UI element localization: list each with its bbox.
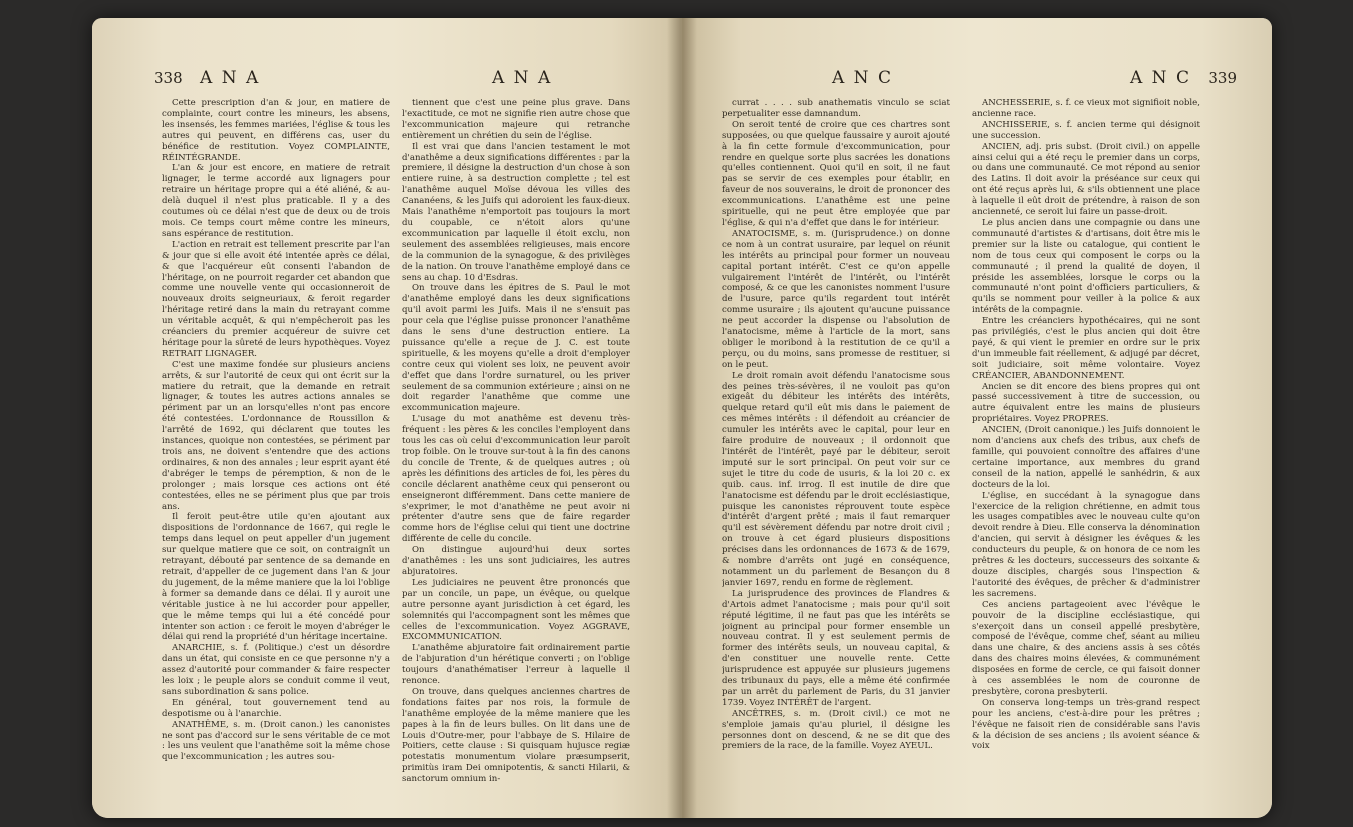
left-column-1: [162, 98, 390, 798]
paragraph: Cette prescription d'an & jour, en matiere de complainte, court contre les mineurs, les absens, les insensés, les femmes mariées, l'église & tous les autres qui peuvent, en différens cas, user du bénéfice de restitution. Voyez COMPLAINTE, RÉINTÉGRANDE.: [162, 98, 390, 163]
paragraph: Ancien se dit encore des biens propres qui ont passé successivement à titre de succession, ou autre équivalent entre les mains de plusieurs propriétaires. Voyez PROPRES.: [972, 381, 1200, 425]
right-page-number: 339: [1208, 69, 1238, 87]
paragraph: L'anathême abjuratoire fait ordinairement partie de l'abjuration d'un hérétique converti ; on l'oblige toujours d'anathématiser l'erreur à laquelle il renonce.: [402, 643, 630, 687]
paragraph: Entre les créanciers hypothécaires, qui ne sont pas privilégiés, c'est le plus ancien qui doit être payé, & qui vient le premier en ordre sur le prix d'un immeuble fait réellement, & adjugé par décret, soit judiciaire, soit même volontaire. Voyez CRÉANCIER, ABANDONNEMENT.: [972, 316, 1200, 381]
paragraph: ANCIEN, adj. pris subst. (Droit civil.) on appelle ainsi celui qui a été reçu le premier dans un corps, ou dans une communauté. Ce mot répond au senior des Latins. Il doit avoir la préséance sur ceux qui ont été reçus après lui, & s'ils obtiennent une place à laquelle il eût droit de prétendre, à raison de son ancienneté, ce seroit lui faire un passe-droit.: [972, 141, 1200, 218]
paragraph: ANCHISSERIE, s. f. ancien terme qui désignoit une succession.: [972, 119, 1200, 141]
paragraph: Le droit romain avoit défendu l'anatocisme sous des peines très-sévères, il ne vouloit pas qu'on exigeât du débiteur les intérêts des intérêts, quelque retard qu'il eût mis dans le paiement de ces mêmes intérêts : il défendoit au créancier de cumuler les intérêts avec le capital, pour leur en faire produire de nouveaux ; il ordonnoit que l'intérêt de l'intérêt, payé par le débiteur, seroit imputé sur le sort principal. On peut voir sur ce sujet le titre du code de usuris, & la loi 20 c. ex quib. caus. inf. irrog. Il est inutile de dire que l'anatocisme est défendu par le droit ecclésiastique, puisque les canonistes réprouvent toute espèce d'intérêt d'argent prêté ; mais il faut remarquer qu'il est sévèrement défendu par notre droit civil ; on trouve à cet égard plusieurs dispositions précises dans les ordonnances de 1673 & de 1679, & nombre d'arrêts ont jugé en conséquence, notamment un du parlement de Besançon du 8 janvier 1697, rendu en forme de règlement.: [722, 370, 950, 588]
paragraph: tiennent que c'est une peine plus grave. Dans l'exactitude, ce mot ne signifie rien autre chose que l'excommunication majeure qui retranche entièrement un chrétien du sein de l'église.: [402, 98, 630, 141]
paragraph: Il est vrai que dans l'ancien testament le mot d'anathême a deux significations différentes : par la premiere, il désigne la destruction d'un chose à son entiere ruine, à sa destruction complette ; tel est l'anathême auquel Moïse dévoua les villes des Cananéens, & les Juifs qui adoroient les faux-dieux. Mais l'anathême n'emportoit pas toujours la mort du coupable, ce n'étoit alors qu'une excommunication par laquelle il étoit exclu, non seulement des assemblées religieuses, mais encore de la communion de la synagogue, & des privilèges de la nation. On trouve l'anathême employé dans ce sens au chap. 10 d'Esdras.: [402, 141, 630, 283]
paragraph: ANCÊTRES, s. m. (Droit civil.) ce mot ne s'emploie jamais qu'au pluriel, il désigne les personnes dont on descend, & ne se dit que des premiers de la race, de la famille. Voyez AYEUL.: [722, 708, 950, 752]
left-page-header: [154, 68, 260, 88]
paragraph: ANCHESSERIE, s. f. ce vieux mot signifioit noble, ancienne race.: [972, 98, 1200, 119]
paragraph: ANCIEN, (Droit canonique.) les Juifs donnoient le nom d'anciens aux chefs des tribus, aux chefs de famille, qui pouvoient connoître des affaires d'une certaine importance, aux membres du grand conseil de la nation, appellé le sanhédrin, & aux docteurs de la loi.: [972, 425, 1200, 490]
left-header-center: A N A: [492, 68, 553, 88]
open-book: [92, 18, 1272, 818]
paragraph: ANATOCISME, s. m. (Jurisprudence.) on donne ce nom à un contrat usuraire, par lequel on réunit les intérêts au principal pour former un nouveau capital portant intérêt. C'est ce qu'on appelle vulgairement l'intérêt de l'intérêt, ou l'intérêt composé, & ce que les canonistes nomment l'usure de l'usure, parce qu'ils regardent tout intérêt comme usuraire ; ils ajoutent qu'aucune puissance ne peut accorder la dispense ou l'absolution de l'anatocisme, même à l'article de la mort, sans obliger le moribond à la restitution de ce qu'il a perçu, ou du moins, sans promesse de restituer, si on le peut.: [722, 228, 950, 370]
left-column-2: [402, 98, 630, 798]
paragraph: L'usage du mot anathême est devenu très-fréquent : les pères & les conciles l'employent dans tous les cas où celui d'excommunication leur paroît trop foible. On le trouve sur-tout à la fin des canons du concile de Trente, & de quelques autres ; où après les définitions des articles de foi, les pères du concile déclarent anathême ceux qui penseront ou enseigneront différemment. Dans cette maniere de s'exprimer, le mot d'anathême ne peut avoir ni prétenter d'autre sens que de faire regarder comme hors de l'église celui qui tient une doctrine différente de celle du concile.: [402, 414, 630, 545]
paragraph: currat . . . . sub anathematis vinculo se sciat perpetualiter esse damnandum.: [722, 98, 950, 119]
paragraph: ANARCHIE, s. f. (Politique.) c'est un désordre dans un état, qui consiste en ce que personne n'y a assez d'autorité pour commander & faire respecter les loix ; le peuple alors se conduit comme il veut, sans subordination & sans police.: [162, 643, 390, 697]
right-column-2: [972, 98, 1200, 798]
paragraph: Les judiciaires ne peuvent être prononcés que par un concile, un pape, un évêque, ou quelque autre personne ayant jurisdiction à cet égard, les solemnités qui l'accompagnent sont les mêmes que celles de l'excommunication. Voyez AGGRAVE, EXCOMMUNICATION.: [402, 577, 630, 643]
paragraph: C'est une maxime fondée sur plusieurs anciens arrêts, & sur l'autorité de ceux qui ont écrit sur la matiere du retrait, que la demande en retrait lignager, & toutes les autres actions annales se périment par un an lorsqu'elles n'ont pas encore été contestées. L'ordonnance de Roussillon & l'arrêté de 1692, qui déclarent que toutes les instances, quoique non contestées, se périment par trois ans, ne doivent s'entendre que des actions ordinaires, & non des annales ; leur esprit ayant été d'abréger le temps de péremption, & non de le prolonger ; mais lorsque ces actions ont été contestées, elles ne se périment plus que par trois ans.: [162, 359, 390, 512]
paragraph: On distingue aujourd'hui deux sortes d'anathêmes : les uns sont judiciaires, les autres abjuratoires.: [402, 545, 630, 577]
paragraph: Le plus ancien dans une compagnie ou dans une communauté d'artistes & d'artisans, doit être mis le premier sur la liste ou catalogue, qui contient le nom de tous ceux qui composent le corps ou la communauté ; il prend la qualité de doyen, il préside les assemblées, lorsque le corps ou la communauté n'ont point d'officiers particuliers, & qu'ils se nomment pour veiller à la police & aux intérêts de la compagnie.: [972, 217, 1200, 316]
right-header-left: A N C: [832, 68, 893, 88]
paragraph: Il feroit peut-être utile qu'en ajoutant aux dispositions de l'ordonnance de 1667, qui regle le temps dans lequel on peut appeller d'un jugement sur quelque matiere que ce soit, on contraignît un retrayant, débouté par sentence de sa demande en retrait, d'appeller de ce jugement dans l'an & jour du jugement, de la même maniere que la loi l'oblige à former sa demande dans ce délai. Il y auroit une véritable justice à ne lui accorder pour appeller, que le même temps qui lui a été concédé pour intenter son action : ce feroit le moyen d'abréger le délai qui rend la propriété d'un héritage incertaine.: [162, 512, 390, 643]
left-page: [92, 18, 682, 818]
paragraph: L'action en retrait est tellement prescrite par l'an & jour que si elle avoit été intentée après ce délai, & que l'acquéreur eût consenti l'abandon de l'héritage, on ne pourroit regarder cet abandon que comme une nouvelle vente qui occasionneroit de nouveaux droits seigneuriaux, & feroit regarder l'héritage retiré dans la main du retrayant comme un véritable acquêt, & qui n'empêcheroit pas les créanciers du premier acquéreur de suivre cet héritage pour la sûreté de leurs hypothèques. Voyez RETRAIT LIGNAGER.: [162, 239, 390, 359]
book-gutter: [667, 18, 697, 818]
paragraph: La jurisprudence des provinces de Flandres & d'Artois admet l'anatocisme ; mais pour qu'il soit réputé légitime, il ne faut pas que les intérêts se joignent au principal pour former ensemble un nouveau contrat. Il y est seulement permis de former des intérêts seuls, un nouveau capital, & d'en constituer une nouvelle rente. Cette jurisprudence est appuyée sur plusieurs jugemens des tribunaux du pays, elle a même été confirmée par un arrêt du parlement de Paris, du 31 janvier 1739. Voyez INTÉRÊT de l'argent.: [722, 588, 950, 708]
right-page: [682, 18, 1272, 818]
paragraph: L'église, en succédant à la synagogue dans l'exercice de la religion chrétienne, en admit tous les usages compatibles avec le nouveau culte qu'on devoit rendre à Dieu. Elle conserva la dénomination d'ancien, qui servit à désigner les évêques & les conducteurs du peuple, & on honora de ce nom les prêtres & les docteurs, successeurs des soixante & douze disciples, chargés sous l'inspection & l'autorité des évêques, de prêcher & d'administrer les sacremens.: [972, 490, 1200, 599]
paragraph: ANATHÊME, s. m. (Droit canon.) les canonistes ne sont pas d'accord sur le sens véritable de ce mot : les uns veulent que l'anathême soit la même chose que l'excommunication ; les autres sou-: [162, 719, 390, 763]
right-page-header: [1130, 68, 1237, 88]
paragraph: On conserva long-temps un très-grand respect pour les anciens, c'est-à-dire pour les prêtres ; l'évêque ne faisoit rien de considérable sans l'avis & la décision de ses anciens ; ils avoient séance & voix: [972, 697, 1200, 752]
paragraph: On seroit tenté de croire que ces chartres sont supposées, ou que quelque faussaire y auroit ajouté à la fin cette formule d'excommunication, pour rendre en quelque sorte plus sacrées les donations qu'elles contiennent. Quoi qu'il en soit, il ne faut pas se servir de ces exemples pour établir, en faveur de nos souverains, le droit de prononcer des excommunications. L'anathême est une peine spirituelle, qui ne peut être employée que par l'église, & qui n'a d'effet que dans le for intérieur.: [722, 119, 950, 228]
left-page-number: 338: [154, 69, 183, 87]
right-header-word: A N C: [1130, 68, 1191, 88]
right-column-1: [722, 98, 950, 798]
left-header-word: A N A: [200, 68, 261, 88]
paragraph: L'an & jour est encore, en matiere de retrait lignager, le terme accordé aux lignagers pour retraire un héritage propre qui a été aliéné, & au-delà duquel il n'est plus praticable. Il y a des coutumes où ce délai n'est que de deux ou de trois mois. Ce temps court même contre les mineurs, sans espérance de restitution.: [162, 163, 390, 239]
paragraph: En général, tout gouvernement tend au despotisme ou à l'anarchie.: [162, 697, 390, 719]
paragraph: On trouve, dans quelques anciennes chartres de fondations faites par nos rois, la formule de l'anathême employée de la même maniere que les papes à la fin de leurs bulles. On lit dans une de Louis d'Outre-mer, pour l'abbaye de S. Hilaire de Poitiers, cette clause : Si quisquam hujusce regiæ potestatis monumentum violare præsumpserit, primitùs iram Dei omnipotentis, & sancti Hilarii, & sanctorum omnium in-: [402, 686, 630, 785]
paragraph: Ces anciens partageoient avec l'évêque le pouvoir de la discipline ecclésiastique, qui s'exerçoit dans un conseil appellé presbytère, composé de l'évêque, comme chef, séant au milieu dans une chaire, & des anciens assis à ses côtés dans des chaires moins élevées, & communément disposées en forme de cercle, ce qui faisoit donner à ces assemblées le nom de couronne de presbytère, corona presbyterii.: [972, 599, 1200, 697]
paragraph: On trouve dans les épitres de S. Paul le mot d'anathême employé dans les deux significations qu'il avoit parmi les Juifs. Mais il ne s'ensuit pas pour cela que l'église puisse prononcer l'anathême dans le sens d'une destruction entiere. La puissance qu'elle a reçue de J. C. est toute spirituelle, & les moyens qu'elle a droit d'employer contre ceux qui violent ses loix, ne peuvent avoir d'effet que dans l'ordre surnaturel, ou les priver seulement de sa communion extérieure ; ainsi on ne doit regarder l'anathême que comme une excommunication majeure.: [402, 283, 630, 414]
